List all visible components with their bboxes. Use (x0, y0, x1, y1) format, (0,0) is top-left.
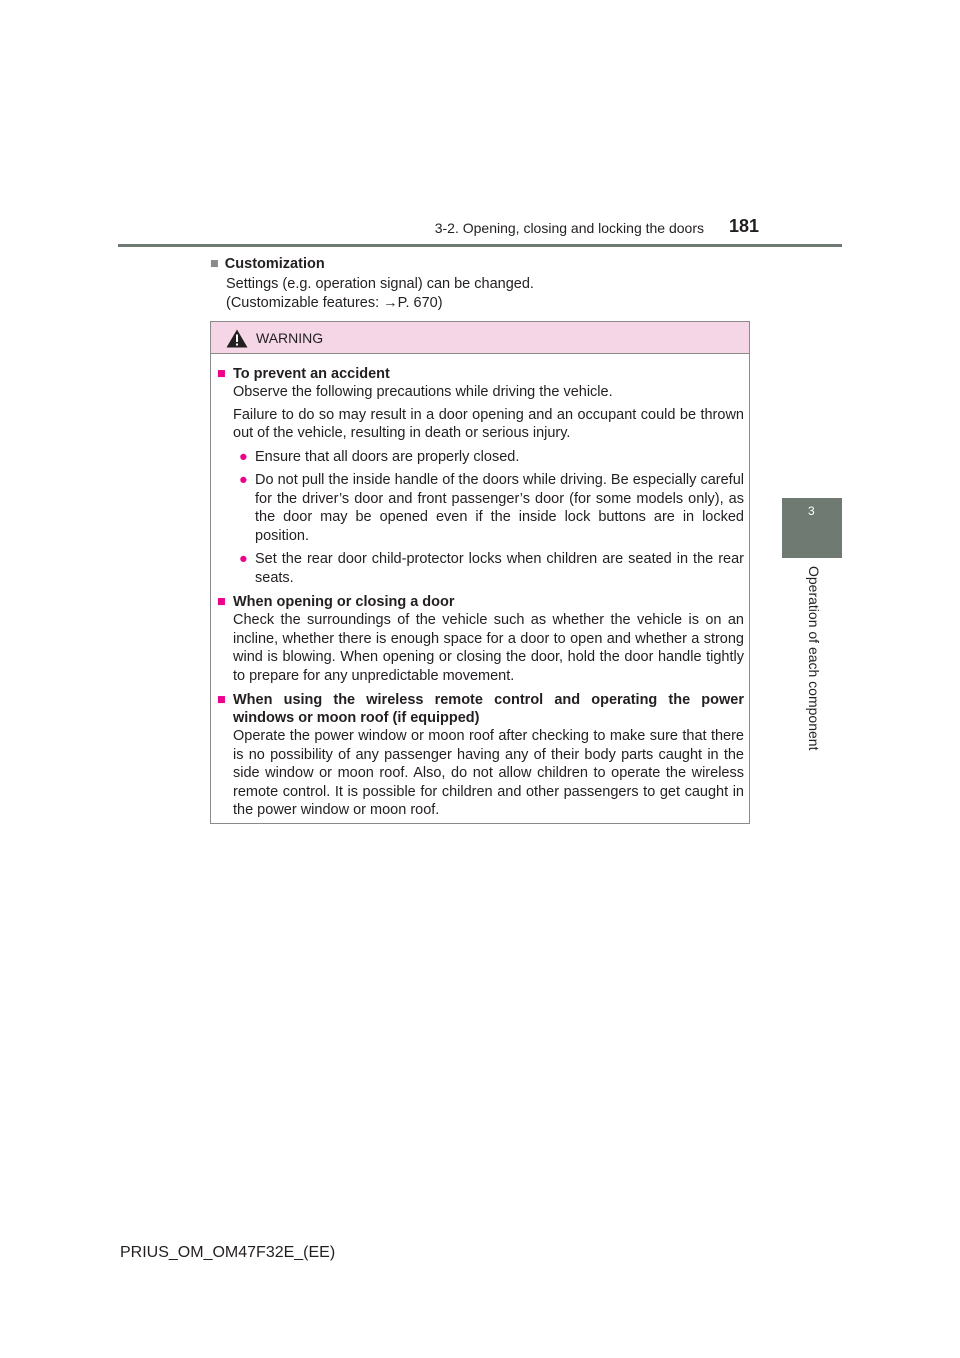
warning-item-body (217, 727, 744, 820)
warning-subitem: ● Set the rear door child-protector locks when children are seated in the rear seats. (239, 551, 744, 586)
chapter-title: Operation of each component (806, 566, 822, 751)
warning-content (211, 354, 749, 820)
warning-subitem: ● Ensure that all doors are properly closed. (239, 448, 520, 465)
warning-item-heading: ■ When opening or closing a door (217, 594, 455, 610)
warning-paragraph: Failure to do so may result in a door opening and an occupant could be thrown out of the vehicle, resulting in death or serious injury. (233, 406, 744, 441)
warning-paragraph: Check the surroundings of the vehicle such as whether the vehicle is on an incline, whether there is enough space for a door to open and whether a strong wind is blowing. When opening or closing the door, hold the door handle tightly to prepare for any unpredictable movement. (233, 612, 744, 684)
warning-label: WARNING (256, 330, 324, 346)
customization-heading (210, 255, 750, 273)
warning-paragraph: Operate the power window or moon roof after checking to make sure that there is no possibility of any passenger having any of their body parts caught in the side window or moon roof. Also, do not allow children to operate the wireless remote control. It is possible for children and other passengers to get caught in the power window or moon roof. (233, 728, 744, 818)
warning-item (217, 365, 744, 587)
header-rule (118, 244, 842, 247)
warning-item-heading: ■ To prevent an accident (217, 366, 390, 382)
customization-heading-text: Customization (224, 256, 325, 272)
warning-header (211, 322, 749, 354)
customization-line: Settings (e.g. operation signal) can be changed. (226, 276, 534, 292)
section-title: 3-2. Opening, closing and locking the doors (434, 220, 704, 236)
warning-item-heading: ■ When using the wireless remote control and operating the power windows or moon roof (if equipped) (217, 692, 744, 726)
circle-bullet-icon: ● (239, 472, 248, 488)
page-number: 181 (728, 216, 760, 236)
warning-box (210, 321, 750, 824)
customization-body (210, 275, 750, 313)
circle-bullet-icon: ● (239, 448, 248, 465)
warning-item (217, 593, 744, 685)
square-bullet-icon: ■ (210, 256, 219, 272)
warning-subitem: ● Do not pull the inside handle of the doors while driving. Be especially careful for the driver’s door and front passenger’s door (for some models only), as the door may be opened even if the inside lock buttons are in locked position. (239, 472, 744, 544)
warning-item (217, 691, 744, 820)
square-bullet-icon: ■ (217, 692, 226, 708)
customization-section (210, 255, 750, 313)
circle-bullet-icon: ● (239, 551, 248, 567)
chapter-number: 3 (808, 504, 815, 518)
document-code: PRIUS_OM_OM47F32E_(EE) (120, 1244, 336, 1261)
chapter-tab (782, 498, 842, 558)
warning-paragraph: Observe the following precautions while driving the vehicle. (233, 384, 613, 400)
warning-triangle-icon (226, 329, 248, 348)
square-bullet-icon: ■ (217, 366, 226, 382)
square-bullet-icon: ■ (217, 594, 226, 610)
warning-subitems (233, 448, 744, 588)
warning-item-body (217, 611, 744, 685)
warning-item-body (217, 383, 744, 587)
customization-page-reference[interactable]: (Customizable features: →P. 670) (226, 295, 443, 311)
